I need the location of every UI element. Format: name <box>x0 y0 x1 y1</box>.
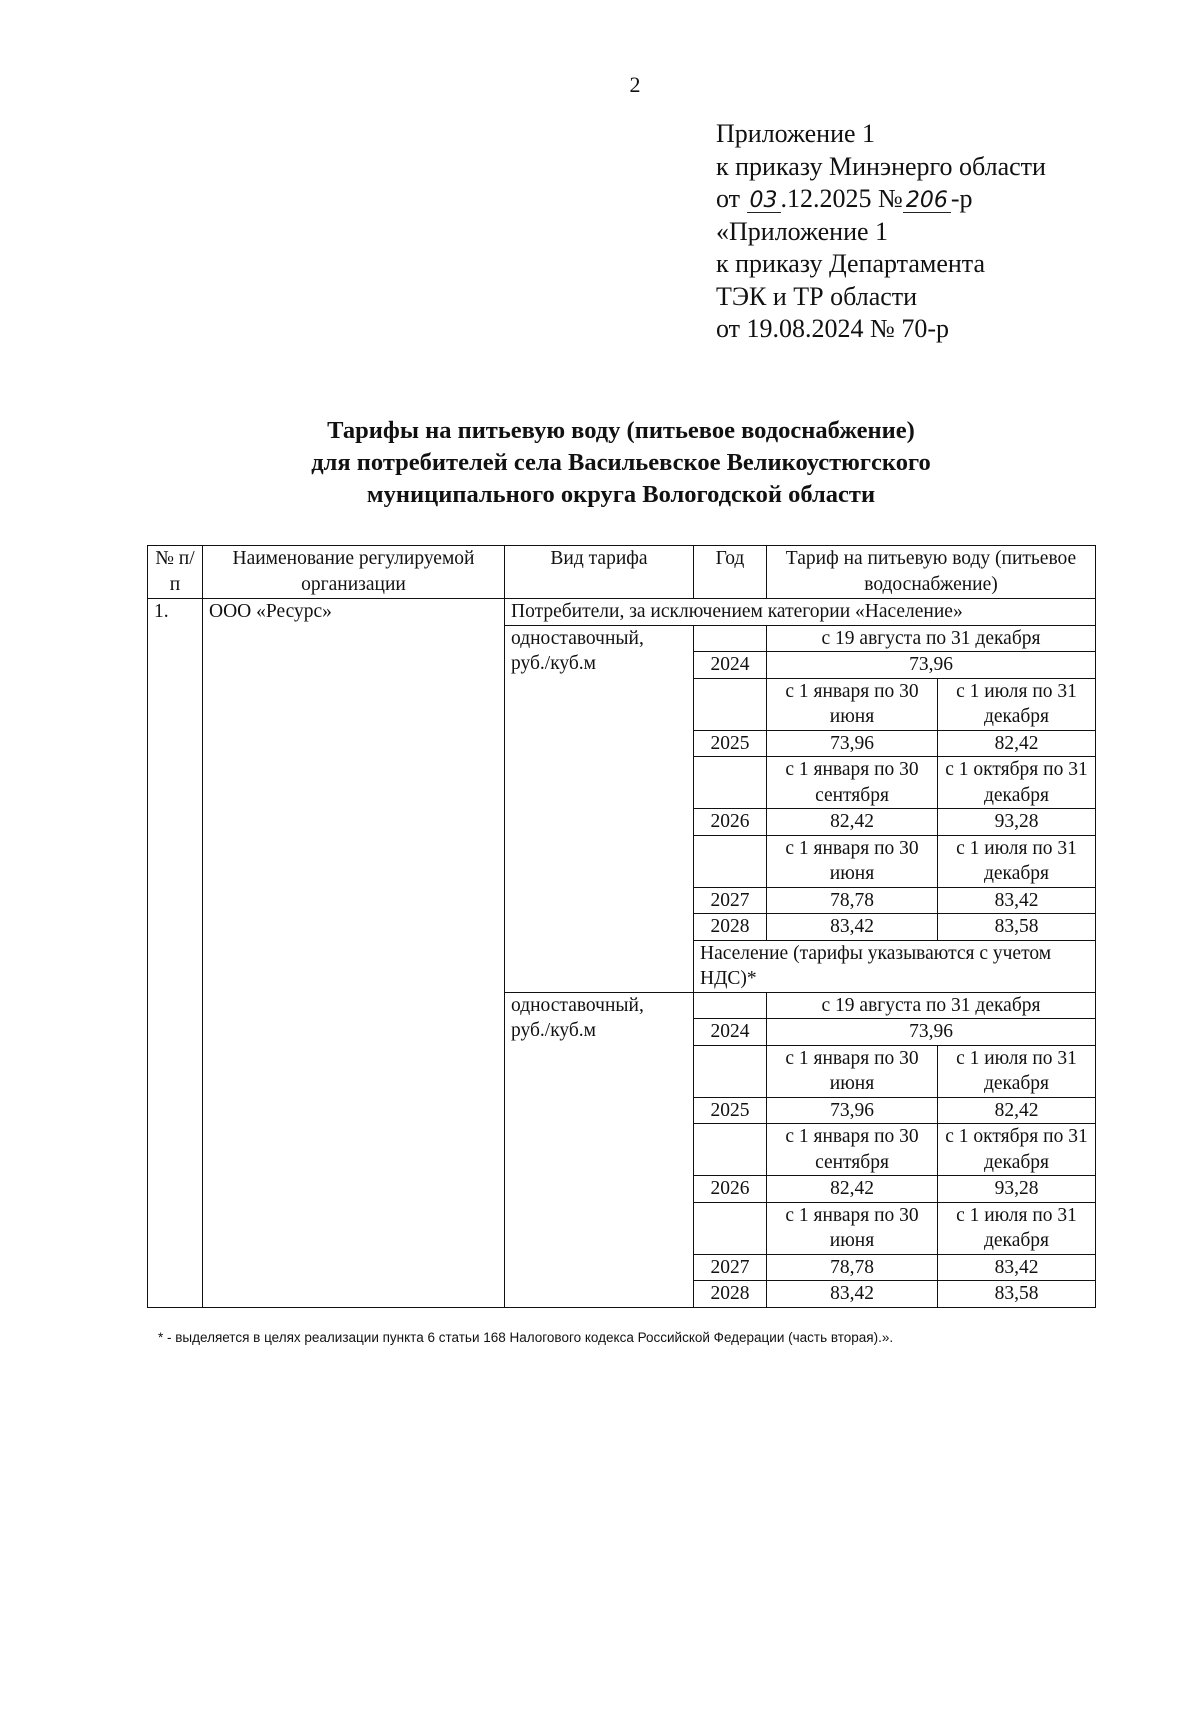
period-cell: с 1 января по 30 сентября <box>767 1124 938 1176</box>
period-cell: с 19 августа по 31 декабря <box>767 625 1096 652</box>
footnote: * - выделяется в целях реализации пункта 6 статьи 168 Налогового кодекса Российской Федерации (часть вторая).». <box>158 1330 894 1345</box>
document-title <box>148 415 1094 511</box>
group-label: Потребители, за исключением категории «Население» <box>505 599 1096 626</box>
value-cell: 83,58 <box>938 1281 1096 1308</box>
tariff-type: одноставочный, руб./куб.м <box>505 992 694 1307</box>
table-row <box>148 599 1096 626</box>
value-cell: 78,78 <box>767 1254 938 1281</box>
appendix-line: Приложение 1 <box>716 119 876 148</box>
year-cell: 2025 <box>694 1097 767 1124</box>
header-org: Наименование регулируемой организации <box>203 546 505 599</box>
value-cell: 83,42 <box>767 1281 938 1308</box>
handwritten-order-number: 206 <box>903 190 951 213</box>
value-cell: 83,42 <box>938 1254 1096 1281</box>
value-cell: 82,42 <box>767 809 938 836</box>
year-cell <box>694 1202 767 1254</box>
year-cell <box>694 1045 767 1097</box>
period-cell: с 1 января по 30 сентября <box>767 757 938 809</box>
period-cell: с 1 октября по 31 декабря <box>938 757 1096 809</box>
year-cell <box>694 1124 767 1176</box>
appendix-line: к приказу Департамента <box>716 249 986 278</box>
year-cell <box>694 757 767 809</box>
period-cell: с 1 января по 30 июня <box>767 1202 938 1254</box>
row-number: 1. <box>148 599 203 1308</box>
value-cell: 83,58 <box>938 914 1096 941</box>
period-cell: с 1 января по 30 июня <box>767 678 938 730</box>
appendix-line: «Приложение 1 <box>716 216 889 246</box>
header-num: № п/п <box>148 546 203 599</box>
period-cell: с 1 января по 30 июня <box>767 835 938 887</box>
appendix-line: ТЭК и ТР области <box>716 281 918 311</box>
year-cell: 2028 <box>694 914 767 941</box>
order-date-prefix: от <box>716 184 747 213</box>
period-cell: с 1 октября по 31 декабря <box>938 1124 1096 1176</box>
header-year: Год <box>694 546 767 599</box>
period-cell: с 19 августа по 31 декабря <box>767 992 1096 1019</box>
year-cell: 2027 <box>694 887 767 914</box>
year-cell <box>694 625 767 652</box>
year-cell <box>694 992 767 1019</box>
year-cell <box>694 678 767 730</box>
value-cell: 73,96 <box>767 730 938 757</box>
value-cell: 78,78 <box>767 887 938 914</box>
year-cell: 2025 <box>694 730 767 757</box>
header-tariff: Тариф на питьевую воду (питьевое водоснабжение) <box>767 546 1096 599</box>
year-cell: 2026 <box>694 809 767 836</box>
year-cell: 2024 <box>694 1019 767 1046</box>
appendix-header <box>716 118 1046 346</box>
value-cell: 93,28 <box>938 809 1096 836</box>
tariff-type: одноставочный, руб./куб.м <box>505 625 694 992</box>
year-cell: 2028 <box>694 1281 767 1308</box>
organization-name: ООО «Ресурс» <box>203 599 505 1308</box>
title-line: муниципального округа Вологодской области <box>366 481 876 508</box>
period-cell: с 1 января по 30 июня <box>767 1045 938 1097</box>
value-cell: 83,42 <box>767 914 938 941</box>
appendix-order-date-line <box>716 183 1046 216</box>
header-type: Вид тарифа <box>505 546 694 599</box>
value-cell: 82,42 <box>938 730 1096 757</box>
period-cell: с 1 июля по 31 декабря <box>938 835 1096 887</box>
title-line: Тарифы на питьевую воду (питьевое водоснабжение) <box>327 417 915 444</box>
year-cell <box>694 835 767 887</box>
value-cell: 82,42 <box>767 1176 938 1203</box>
period-cell: с 1 июля по 31 декабря <box>938 1202 1096 1254</box>
table-header-row <box>148 546 1096 599</box>
handwritten-day: 03 <box>747 190 781 213</box>
page-number: 2 <box>629 72 641 97</box>
appendix-line: к приказу Минэнерго области <box>716 151 1046 181</box>
period-cell: с 1 июля по 31 декабря <box>938 1045 1096 1097</box>
order-date-middle: .12.2025 № <box>780 184 903 213</box>
value-cell: 83,42 <box>938 887 1096 914</box>
value-cell: 73,96 <box>767 652 1096 679</box>
appendix-line: от 19.08.2024 № 70-р <box>716 314 949 343</box>
group-label: Население (тарифы указываются с учетом НДС)* <box>694 940 1096 992</box>
value-cell: 73,96 <box>767 1019 1096 1046</box>
year-cell: 2026 <box>694 1176 767 1203</box>
title-line: для потребителей села Васильевское Великоустюгского <box>311 449 931 476</box>
year-cell: 2027 <box>694 1254 767 1281</box>
tariff-table <box>147 545 1096 1308</box>
period-cell: с 1 июля по 31 декабря <box>938 678 1096 730</box>
order-number-suffix: -р <box>950 184 973 213</box>
value-cell: 73,96 <box>767 1097 938 1124</box>
value-cell: 93,28 <box>938 1176 1096 1203</box>
year-cell: 2024 <box>694 652 767 679</box>
value-cell: 82,42 <box>938 1097 1096 1124</box>
